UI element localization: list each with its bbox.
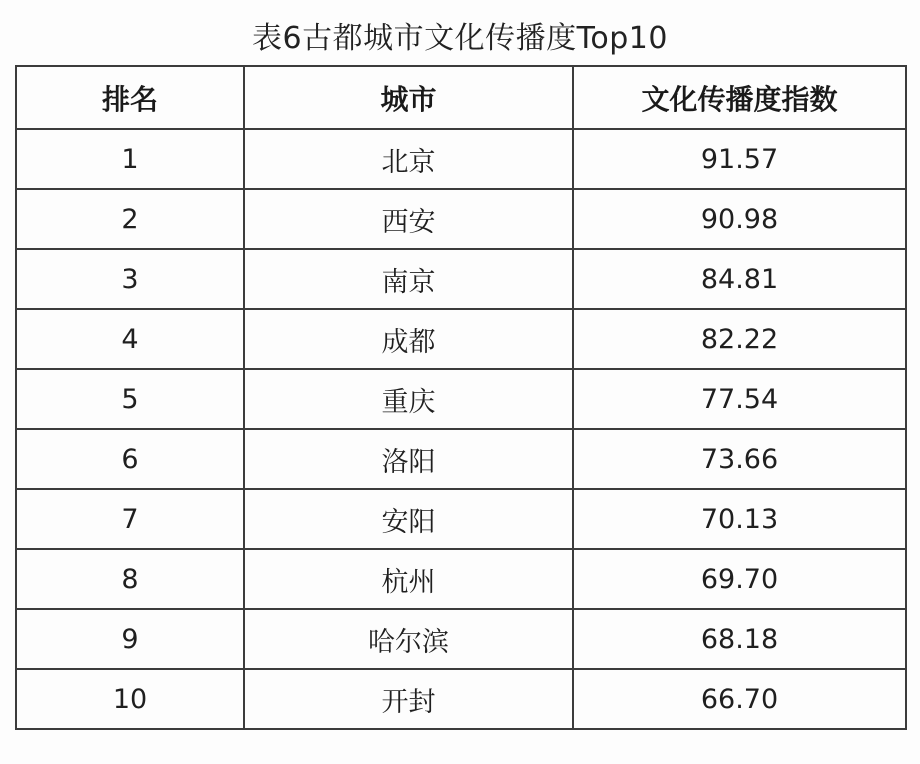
rank-cell: 6 xyxy=(16,429,244,489)
city-cell: 哈尔滨 xyxy=(244,609,573,669)
table-row xyxy=(16,669,906,729)
header-city: 城市 xyxy=(244,66,573,129)
rank-cell: 5 xyxy=(16,369,244,429)
city-cell: 西安 xyxy=(244,189,573,249)
city-cell: 洛阳 xyxy=(244,429,573,489)
header-index: 文化传播度指数 xyxy=(573,66,906,129)
rank-cell: 7 xyxy=(16,489,244,549)
table-row xyxy=(16,309,906,369)
table-row xyxy=(16,249,906,309)
table-row xyxy=(16,429,906,489)
table-row xyxy=(16,129,906,189)
index-cell: 68.18 xyxy=(573,609,906,669)
index-cell: 77.54 xyxy=(573,369,906,429)
rank-cell: 3 xyxy=(16,249,244,309)
table-row xyxy=(16,489,906,549)
header-row xyxy=(16,66,906,129)
table-row xyxy=(16,369,906,429)
index-cell: 73.66 xyxy=(573,429,906,489)
city-cell: 南京 xyxy=(244,249,573,309)
rank-cell: 9 xyxy=(16,609,244,669)
index-cell: 82.22 xyxy=(573,309,906,369)
rank-cell: 10 xyxy=(16,669,244,729)
city-cell: 重庆 xyxy=(244,369,573,429)
rank-cell: 8 xyxy=(16,549,244,609)
index-cell: 84.81 xyxy=(573,249,906,309)
index-cell: 90.98 xyxy=(573,189,906,249)
city-cell: 成都 xyxy=(244,309,573,369)
table-row xyxy=(16,609,906,669)
table-row xyxy=(16,189,906,249)
index-cell: 70.13 xyxy=(573,489,906,549)
table-row xyxy=(16,549,906,609)
index-cell: 66.70 xyxy=(573,669,906,729)
index-cell: 69.70 xyxy=(573,549,906,609)
city-cell: 开封 xyxy=(244,669,573,729)
rank-cell: 2 xyxy=(16,189,244,249)
rank-cell: 1 xyxy=(16,129,244,189)
rank-cell: 4 xyxy=(16,309,244,369)
city-cell: 杭州 xyxy=(244,549,573,609)
table-title: 表6古都城市文化传播度Top10 xyxy=(252,21,668,56)
city-cell: 北京 xyxy=(244,129,573,189)
header-rank: 排名 xyxy=(16,66,244,129)
index-cell: 91.57 xyxy=(573,129,906,189)
ranking-table xyxy=(15,65,907,730)
city-cell: 安阳 xyxy=(244,489,573,549)
